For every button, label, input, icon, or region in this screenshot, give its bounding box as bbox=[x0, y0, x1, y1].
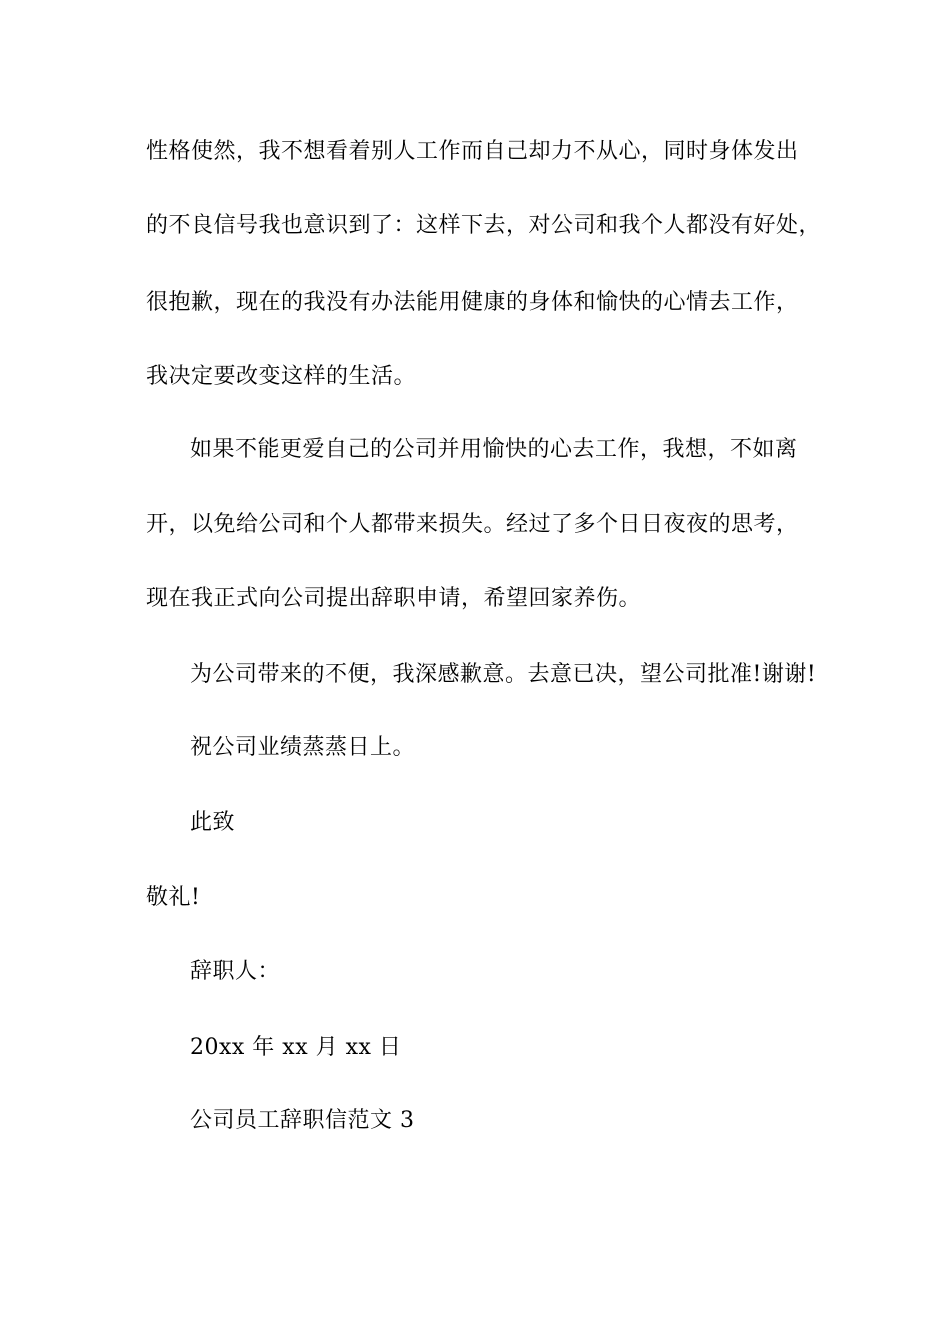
signature-label: 辞职人： bbox=[190, 959, 281, 984]
paragraph-line-7: 现在我正式向公司提出辞职申请，希望回家养伤。 bbox=[146, 586, 642, 611]
paragraph-line-5: 如果不能更爱自己的公司并用愉快的心去工作，我想，不如离 bbox=[190, 437, 798, 462]
date-line: 20xx 年 xx 月 xx 日 bbox=[190, 1035, 402, 1060]
salutation-ci-zhi: 此致 bbox=[190, 810, 236, 835]
closing-wish: 祝公司业绩蒸蒸日上。 bbox=[190, 735, 416, 760]
paragraph-line-3: 很抱歉，现在的我没有办法能用健康的身体和愉快的心情去工作， bbox=[146, 290, 799, 315]
section-title: 公司员工辞职信范文 3 bbox=[190, 1108, 415, 1133]
paragraph-line-1: 性格使然，我不想看着别人工作而自己却力不从心，同时身体发出 bbox=[146, 139, 799, 164]
paragraph-line-2: 的不良信号我也意识到了：这样下去，对公司和我个人都没有好处， bbox=[146, 213, 822, 238]
paragraph-line-6: 开，以免给公司和个人都带来损失。经过了多个日日夜夜的思考， bbox=[146, 512, 799, 537]
paragraph-line-8: 为公司带来的不便，我深感歉意。去意已决，望公司批准!谢谢! bbox=[190, 662, 817, 687]
salutation-jing-li: 敬礼! bbox=[146, 885, 201, 910]
paragraph-line-4: 我决定要改变这样的生活。 bbox=[146, 364, 417, 389]
